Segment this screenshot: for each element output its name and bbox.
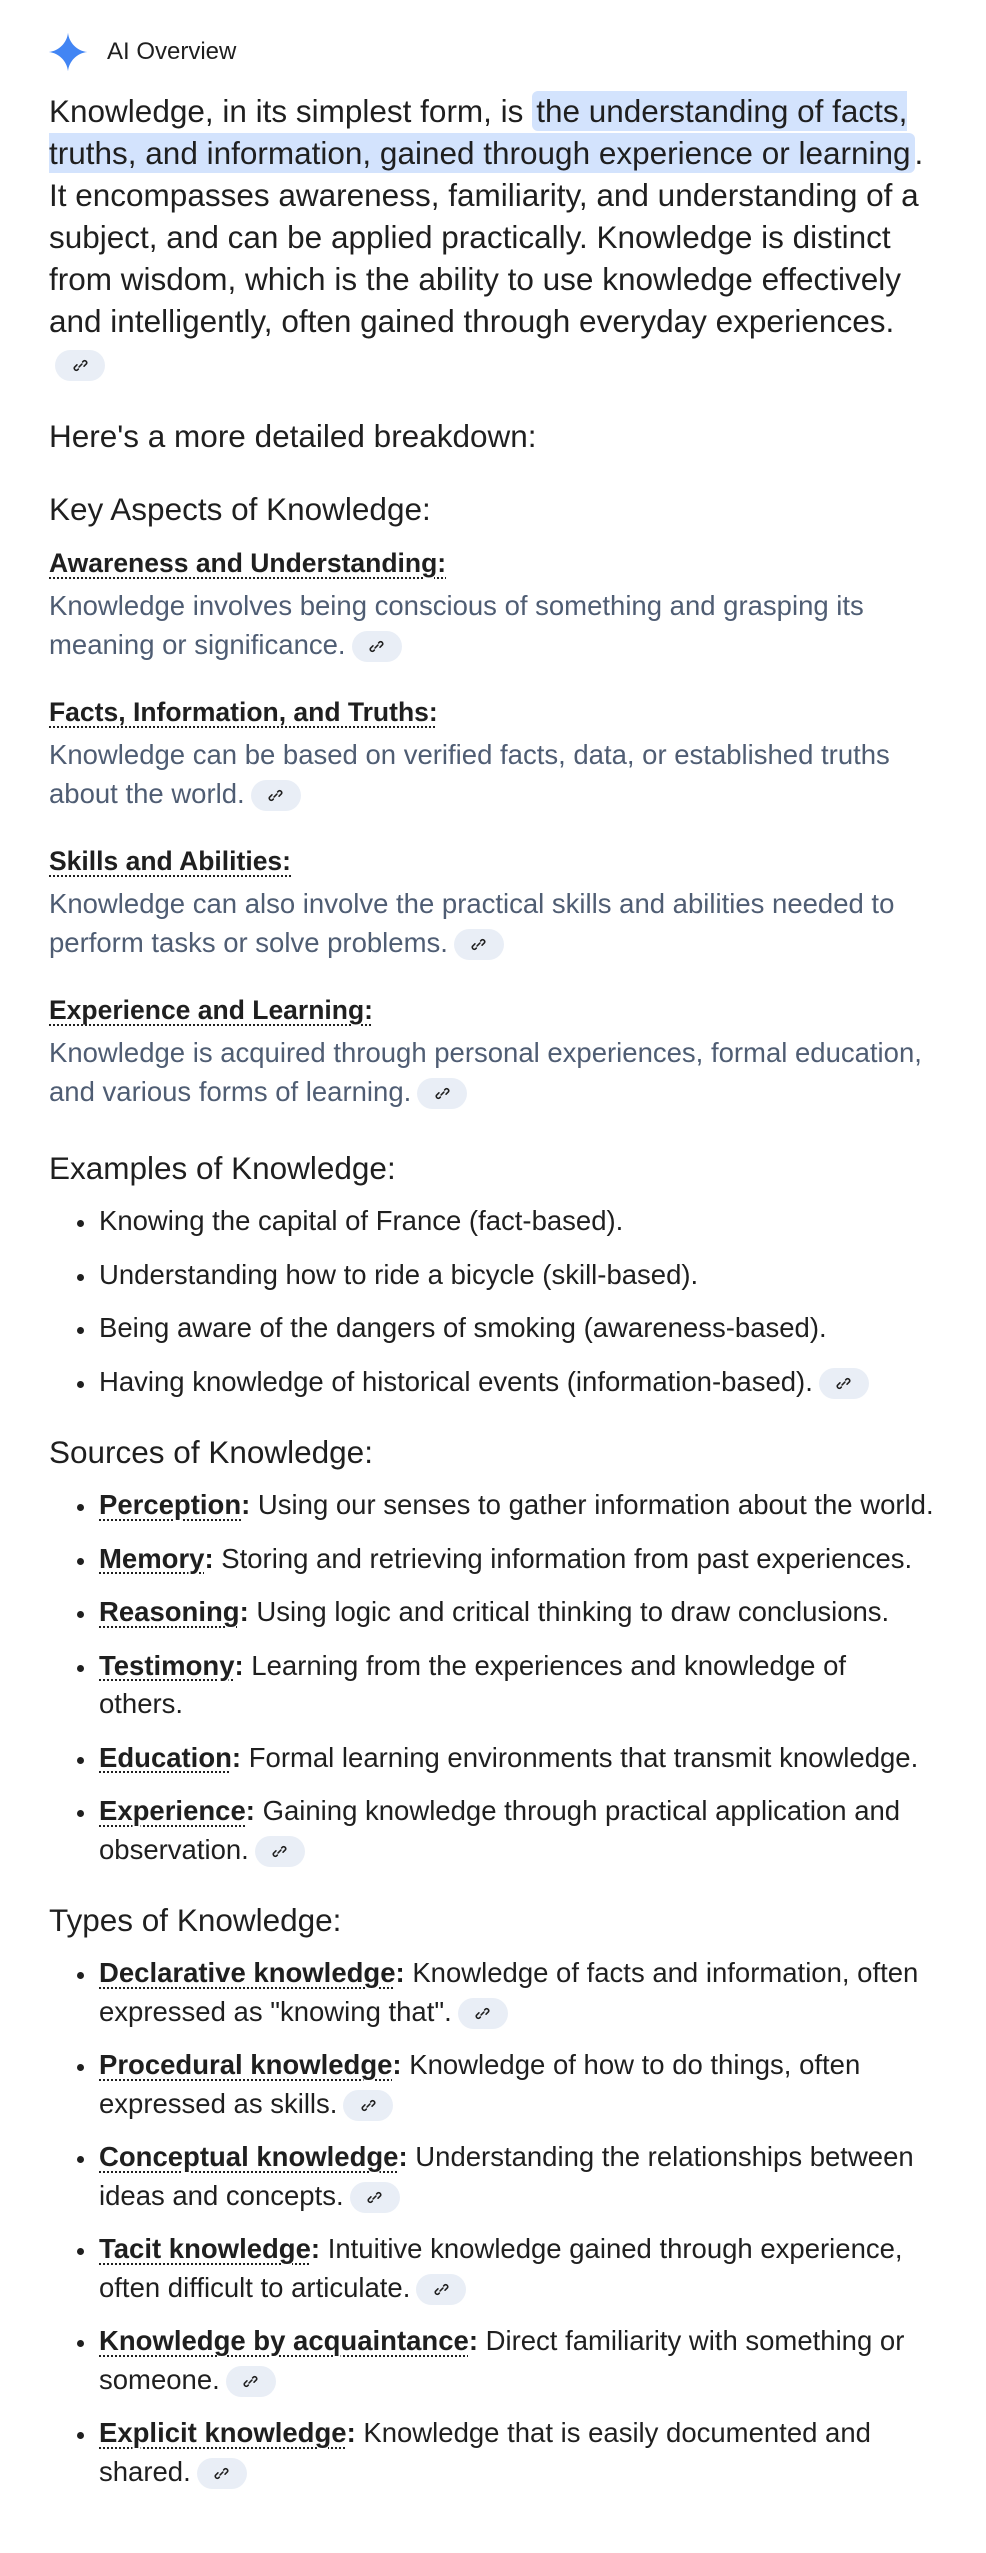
list-item: • Knowing the capital of France (fact-based). bbox=[97, 1202, 937, 1241]
source-link-button[interactable] bbox=[352, 631, 402, 662]
list-item: • Experience: Gaining knowledge through practical application and observation. bbox=[97, 1792, 937, 1869]
list-item: • Reasoning: Using logic and critical thinking to draw conclusions. bbox=[97, 1593, 937, 1632]
list-item: • Testimony: Learning from the experiences and knowledge of others. bbox=[97, 1647, 937, 1724]
sources-list bbox=[49, 1486, 937, 1869]
list-item: • Memory: Storing and retrieving information from past experiences. bbox=[97, 1540, 937, 1579]
list-item: • Knowledge by acquaintance: Direct familiarity with something or someone. bbox=[97, 2322, 937, 2399]
gemini-spark-icon bbox=[47, 31, 89, 73]
types-heading: Types of Knowledge: bbox=[49, 1902, 342, 1938]
list-item: • Procedural knowledge: Knowledge of how to do things, often expressed as skills. bbox=[97, 2046, 937, 2123]
link-icon bbox=[366, 2189, 383, 2206]
term-link[interactable]: Explicit knowledge bbox=[99, 2417, 347, 2448]
intro-text-before: Knowledge, in its simplest form, is bbox=[49, 93, 533, 129]
intro-highlight[interactable]: the understanding of facts, truths, and information, gained through experience or learning bbox=[49, 91, 915, 173]
link-icon bbox=[213, 2465, 230, 2482]
term-link[interactable]: Declarative knowledge bbox=[99, 1957, 396, 1988]
aspect-item bbox=[49, 843, 937, 962]
list-item: • Tacit knowledge: Intuitive knowledge gained through experience, often difficult to articulate. bbox=[97, 2230, 937, 2307]
list-item: • Conceptual knowledge: Understanding the relationships between ideas and concepts. bbox=[97, 2138, 937, 2215]
link-icon bbox=[835, 1375, 852, 1392]
term-link[interactable]: Conceptual knowledge bbox=[99, 2141, 399, 2172]
examples-heading: Examples of Knowledge: bbox=[49, 1150, 396, 1186]
term-link[interactable]: Knowledge by acquaintance bbox=[99, 2325, 469, 2356]
aspect-title[interactable]: Facts, Information, and Truths: bbox=[49, 697, 438, 727]
list-item: • Declarative knowledge: Knowledge of facts and information, often expressed as "knowing that". bbox=[97, 1954, 937, 2031]
link-icon bbox=[242, 2373, 259, 2390]
term-link[interactable]: Perception bbox=[99, 1489, 242, 1520]
term-link[interactable]: Tacit knowledge bbox=[99, 2233, 311, 2264]
aspect-desc: Knowledge is acquired through personal experiences, formal education, and various forms of learning. bbox=[49, 1034, 937, 1111]
source-link-button[interactable] bbox=[255, 1836, 305, 1867]
ai-overview-title: AI Overview bbox=[107, 38, 237, 65]
list-item: • Being aware of the dangers of smoking (awareness-based). bbox=[97, 1309, 937, 1348]
aspect-title[interactable]: Awareness and Understanding: bbox=[49, 548, 447, 578]
term-link[interactable]: Education bbox=[99, 1741, 232, 1773]
aspect-item bbox=[49, 545, 937, 664]
source-link-button[interactable] bbox=[819, 1368, 869, 1399]
source-link-button[interactable] bbox=[454, 929, 504, 960]
aspect-desc: Knowledge can also involve the practical skills and abilities needed to perform tasks or solve problems. bbox=[49, 885, 937, 962]
aspect-item bbox=[49, 694, 937, 813]
aspect-desc: Knowledge involves being conscious of something and grasping its meaning or significance. bbox=[49, 587, 937, 664]
link-icon bbox=[267, 787, 284, 804]
aspect-item bbox=[49, 992, 937, 1111]
link-icon bbox=[474, 2005, 491, 2022]
link-icon bbox=[271, 1843, 288, 1860]
source-link-button[interactable] bbox=[417, 1078, 467, 1109]
link-icon bbox=[72, 357, 89, 374]
link-icon bbox=[434, 1085, 451, 1102]
aspect-title[interactable]: Experience and Learning: bbox=[49, 995, 373, 1025]
source-link-button[interactable] bbox=[226, 2366, 276, 2397]
intro-paragraph bbox=[49, 90, 937, 384]
list-item: • Understanding how to ride a bicycle (skill-based). bbox=[97, 1256, 937, 1295]
key-aspects-list bbox=[49, 545, 937, 1111]
list-item: • Having knowledge of historical events (information-based). bbox=[97, 1363, 937, 1402]
link-icon bbox=[470, 936, 487, 953]
source-link-button[interactable] bbox=[350, 2182, 400, 2213]
aspect-desc: Knowledge can be based on verified facts, data, or established truths about the world. bbox=[49, 736, 937, 813]
link-icon bbox=[433, 2281, 450, 2298]
term-link[interactable]: Testimony bbox=[99, 1649, 235, 1681]
link-icon bbox=[360, 2097, 377, 2114]
sources-heading: Sources of Knowledge: bbox=[49, 1434, 373, 1470]
aspect-title[interactable]: Skills and Abilities: bbox=[49, 846, 291, 876]
source-link-button[interactable] bbox=[55, 350, 105, 381]
key-aspects-heading: Key Aspects of Knowledge: bbox=[49, 491, 431, 527]
term-link[interactable]: Experience bbox=[99, 1795, 246, 1826]
source-link-button[interactable] bbox=[416, 2274, 466, 2305]
breakdown-heading: Here's a more detailed breakdown: bbox=[49, 418, 537, 454]
ai-overview-header bbox=[49, 30, 937, 74]
types-list bbox=[49, 1954, 937, 2491]
intro-text-after: . It encompasses awareness, familiarity, and understanding of a subject, and can be applied practically. Knowledge is distinct from wisdom, which is the ability to use knowledge effectively and intelligently, often gained through everyday experiences. bbox=[49, 135, 924, 339]
examples-list bbox=[49, 1202, 937, 1401]
source-link-button[interactable] bbox=[343, 2090, 393, 2121]
list-item: • Explicit knowledge: Knowledge that is easily documented and shared. bbox=[97, 2414, 937, 2491]
term-link[interactable]: Memory bbox=[99, 1542, 205, 1574]
term-link[interactable]: Procedural knowledge bbox=[99, 2049, 393, 2080]
list-item: • Education: Formal learning environments that transmit knowledge. bbox=[97, 1739, 937, 1778]
list-item: • Perception: Using our senses to gather information about the world. bbox=[97, 1486, 937, 1525]
source-link-button[interactable] bbox=[458, 1998, 508, 2029]
term-link[interactable]: Reasoning bbox=[99, 1596, 240, 1627]
source-link-button[interactable] bbox=[251, 780, 301, 811]
link-icon bbox=[368, 638, 385, 655]
source-link-button[interactable] bbox=[197, 2458, 247, 2489]
